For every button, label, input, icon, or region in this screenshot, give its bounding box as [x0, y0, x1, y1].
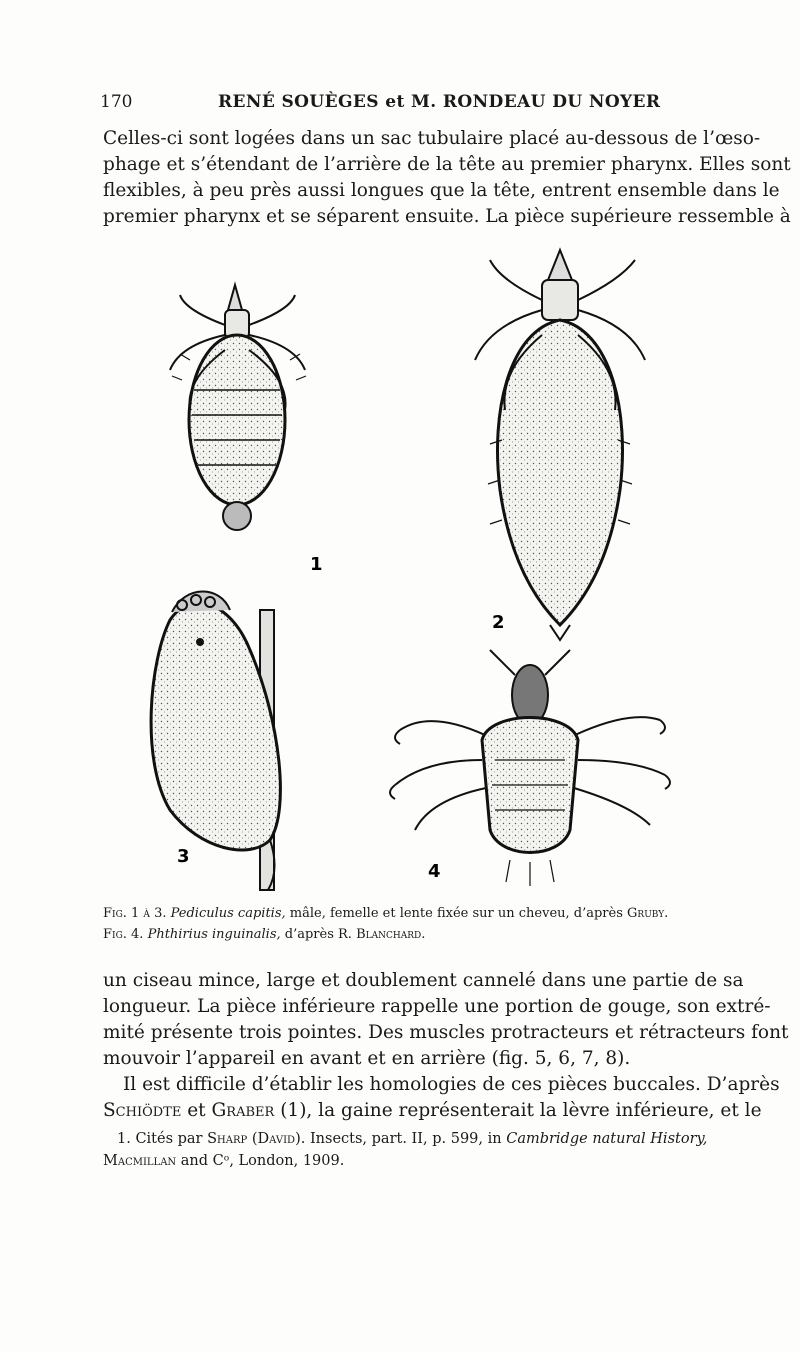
text-line: premier pharynx et se séparent ensuite. La pièce supérieure ressemble à: [103, 206, 791, 227]
footnote-text: 1. Cités par: [117, 1131, 203, 1147]
paragraph-homologies: [103, 1072, 780, 1124]
text-line: un ciseau mince, large et doublement cannelé dans une partie de sa: [103, 970, 744, 991]
footnote-publisher: Macmillan: [103, 1153, 177, 1169]
caption-fig-ref: Fig. 4.: [103, 927, 144, 942]
text-fragment: (1), la gaine représenterait la lèvre inférieure, et le: [280, 1100, 762, 1121]
figure-label-1: 1: [310, 554, 323, 575]
running-head: [100, 92, 730, 118]
page-number: 170: [100, 92, 133, 112]
caption-text: mâle, femelle et lente fixée sur un cheveu, d’après: [289, 906, 623, 921]
caption-author: Blanchard.: [356, 927, 426, 942]
caption-species: Pediculus capitis,: [170, 906, 286, 921]
footnote-line: [103, 1128, 725, 1150]
text-line: mouvoir l’appareil en avant et en arrière (fig. 5, 6, 7, 8).: [103, 1048, 631, 1069]
caption-species: Phthirius inguinalis,: [147, 927, 281, 942]
figure-plate: [130, 240, 690, 900]
footnote-author: Sharp: [207, 1131, 248, 1147]
text-line: longueur. La pièce inférieure rappelle une portion de gouge, son extré-: [103, 996, 771, 1017]
footnote-text: and Cᵒ, London, 1909.: [180, 1153, 345, 1169]
figure-1-male-louse: [170, 285, 306, 530]
author-name: Schiödte: [103, 1100, 182, 1121]
figure-caption-line-1: [103, 904, 725, 923]
footnote-text: ). Insects, part. II, p. 599, in: [295, 1131, 502, 1147]
footnote-title: Cambridge natural History,: [506, 1131, 708, 1147]
text-line: phage et s’étendant de l’arrière de la tête au premier pharynx. Elles sont: [103, 154, 791, 175]
author-name: Graber: [211, 1100, 275, 1121]
figure-3-nit-on-hair: [151, 591, 280, 890]
figure-label-4: 4: [428, 861, 441, 882]
figure-label-2: 2: [492, 612, 505, 633]
figure-label-3: 3: [177, 846, 190, 867]
paragraph-bottom: [103, 968, 789, 1072]
caption-fig-ref: Fig. 1 à 3.: [103, 906, 167, 921]
text-line: Celles-ci sont logées dans un sac tubulaire placé au-dessous de l’œso-: [103, 128, 761, 149]
footnote-line: [103, 1150, 725, 1172]
text-line: mité présente trois pointes. Des muscles protracteurs et rétracteurs font: [103, 1022, 789, 1043]
figure-4-crab-louse: [390, 650, 670, 886]
caption-text: d’après R.: [284, 927, 352, 942]
text-line: flexibles, à peu près aussi longues que la tête, entrent ensemble dans le: [103, 180, 780, 201]
footnote-author: David: [257, 1131, 296, 1147]
paragraph-top: [103, 126, 791, 230]
text-line: Il est difficile d’établir les homologies de ces pièces buccales. D’après: [123, 1074, 780, 1095]
footnote-text: (: [251, 1131, 258, 1147]
text-line: [103, 1098, 762, 1124]
footnote: [103, 1128, 725, 1172]
conjunction: et: [187, 1100, 206, 1121]
figure-2-female-louse: [475, 250, 645, 640]
figure-caption-line-2: [103, 925, 725, 944]
caption-author: Gruby.: [627, 906, 669, 921]
running-title: RENÉ SOUÈGES et M. RONDEAU DU NOYER: [218, 92, 661, 112]
